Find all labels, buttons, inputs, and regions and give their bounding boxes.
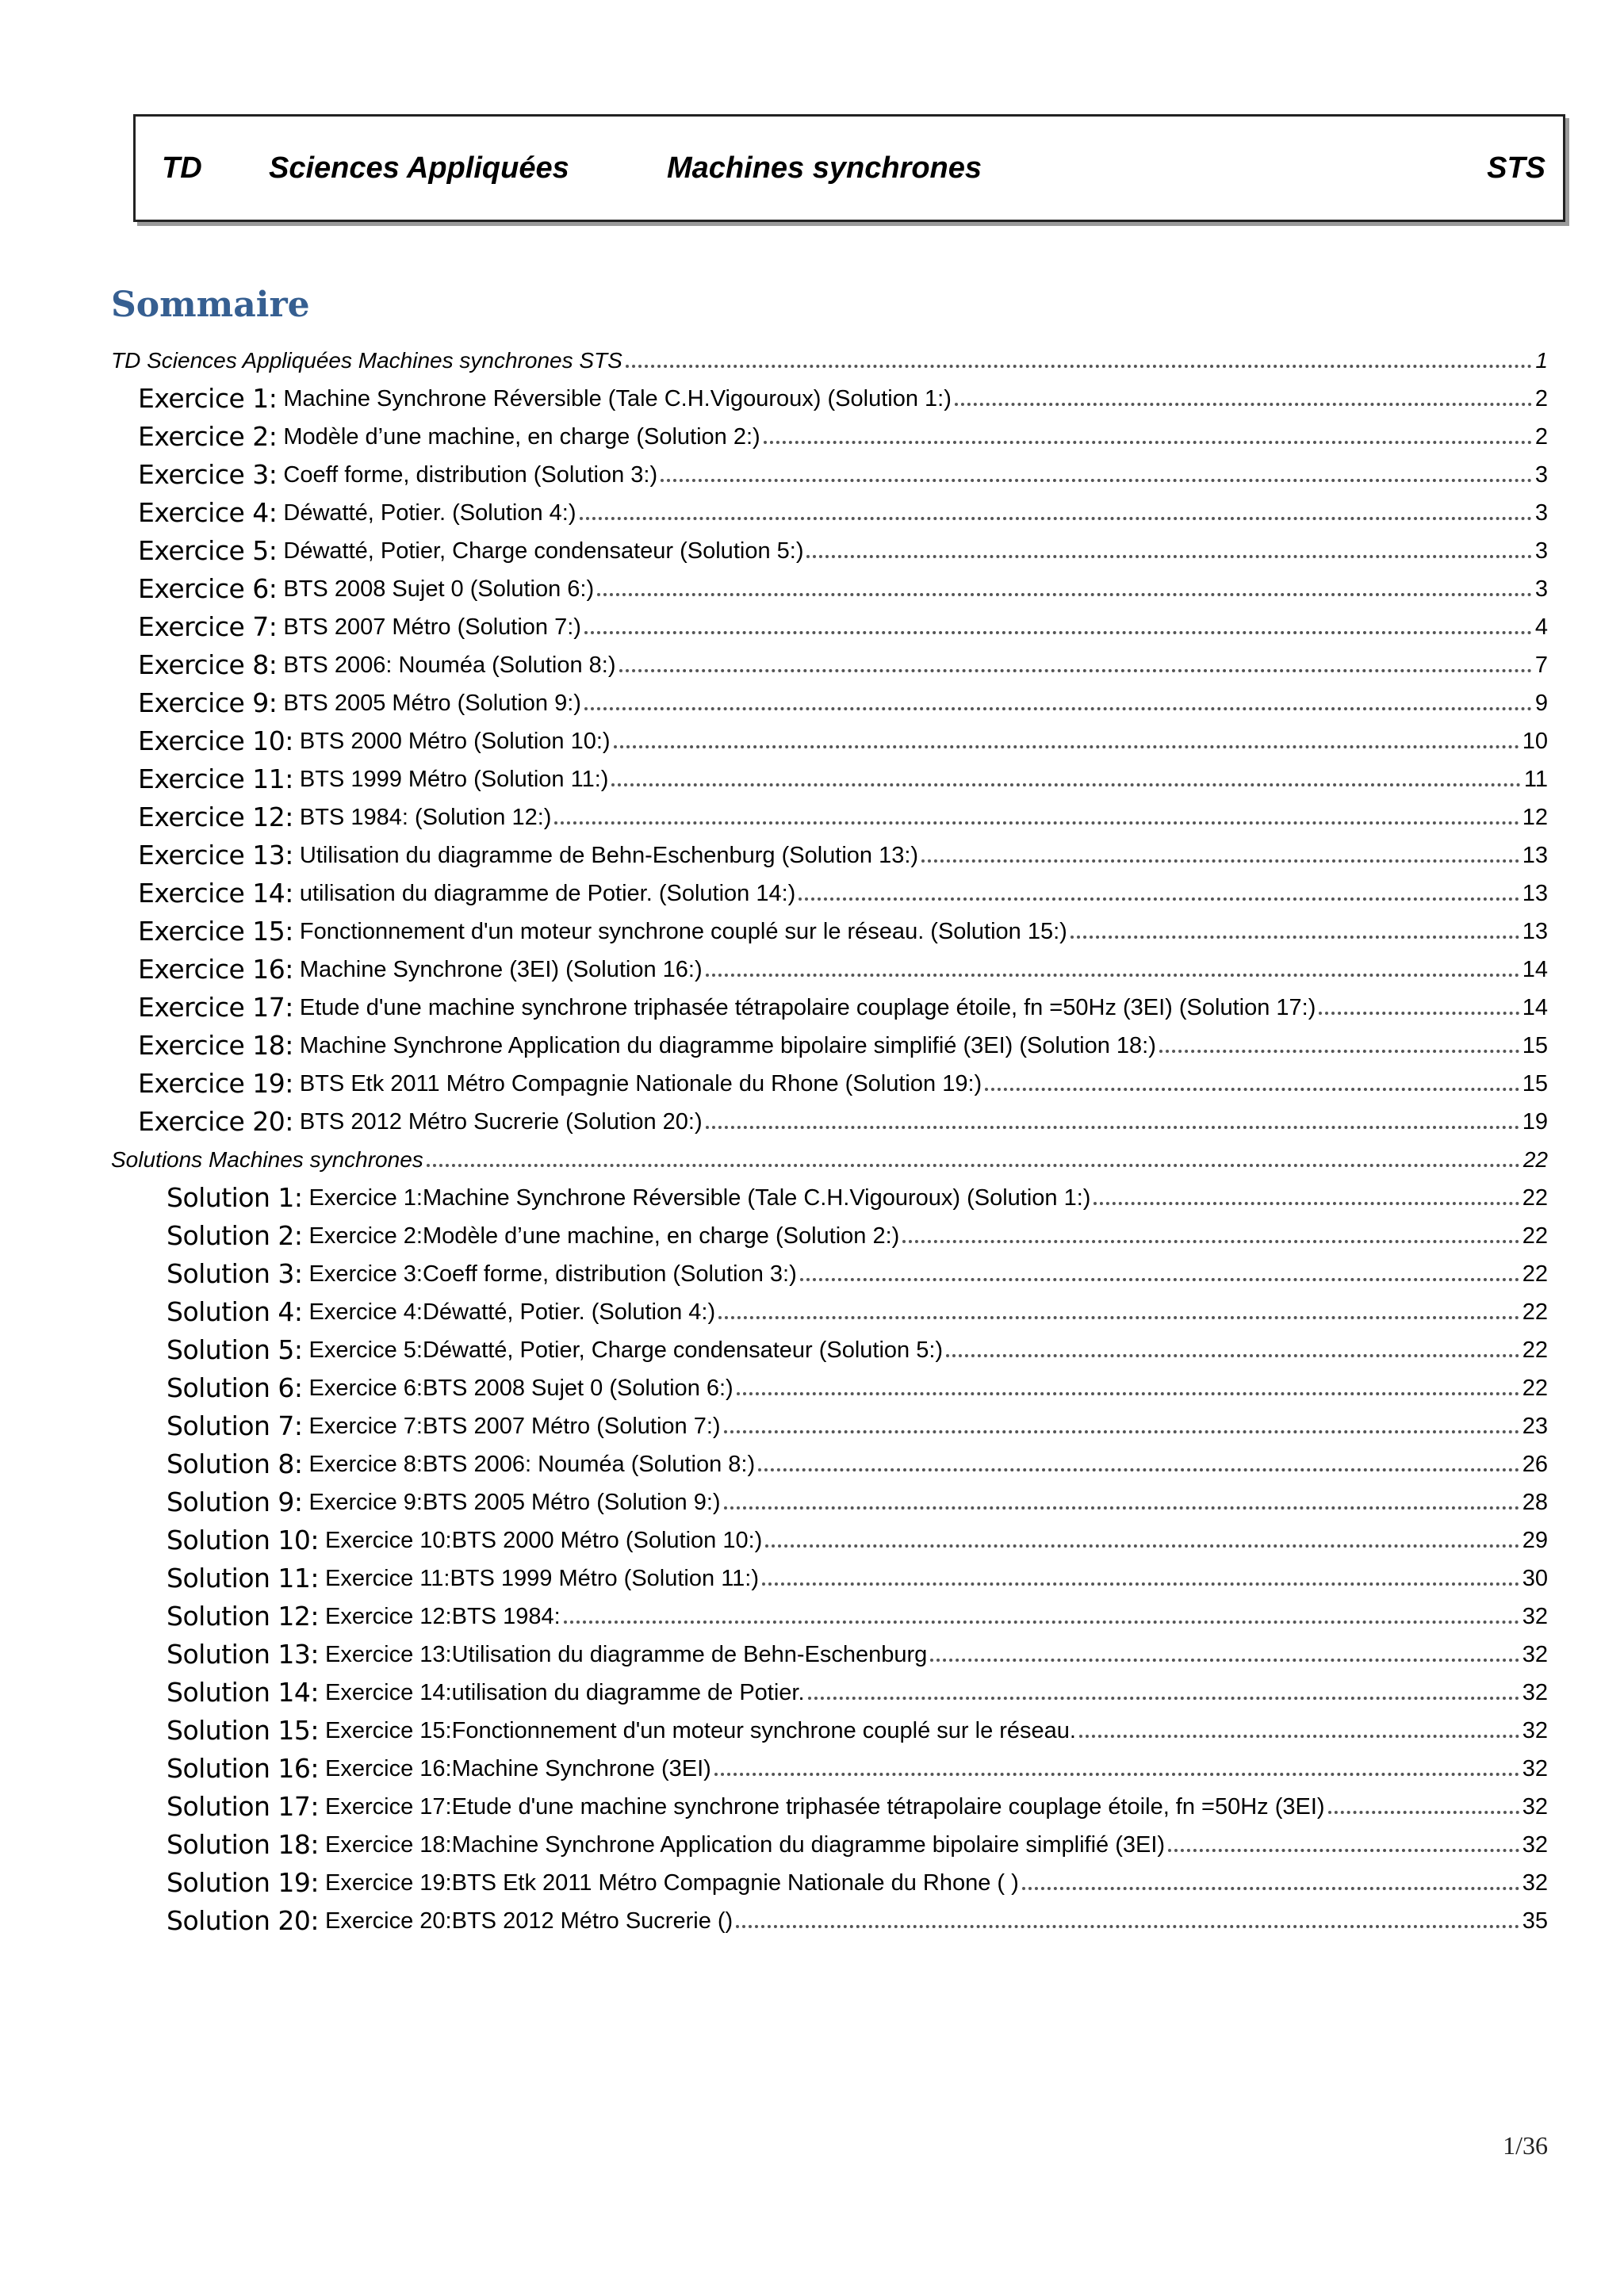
toc-entry-title: Utilisation du diagramme de Behn-Eschenburg (Solution 13:) <box>299 843 919 868</box>
toc-entry[interactable] <box>0 985 1624 1023</box>
toc-entry-page: 11 <box>1523 767 1548 792</box>
toc-entry-title: Exercice 6:BTS 2008 Sujet 0 (Solution 6:) <box>308 1376 733 1401</box>
toc-entry-title: BTS 1984: (Solution 12:) <box>299 805 552 830</box>
toc-entry-title: Déwatté, Potier, Charge condensateur (Solution 5:) <box>283 538 804 564</box>
toc-entry-label: Solution 16: <box>167 1753 320 1784</box>
toc-entry-page: 32 <box>1522 1756 1548 1781</box>
toc-entry-label: Exercice 16: <box>138 954 293 985</box>
toc-entry-title: BTS 2006: Nouméa (Solution 8:) <box>283 652 616 678</box>
toc-entry-label: Exercice 7: <box>138 611 278 642</box>
toc-dot-leader <box>724 1430 1519 1433</box>
toc-entry-page: 22 <box>1522 1261 1548 1287</box>
toc-dot-leader <box>584 707 1532 710</box>
header-td: TD <box>162 151 202 185</box>
toc-entry[interactable] <box>0 680 1624 718</box>
toc-entry-label: Solution 15: <box>167 1715 320 1746</box>
toc-entry-title: utilisation du diagramme de Potier. (Solution 14:) <box>299 881 796 906</box>
toc-entry-label: Solution 14: <box>167 1677 320 1708</box>
toc-dot-leader <box>1328 1811 1519 1814</box>
toc-entry-page: 19 <box>1522 1109 1548 1135</box>
toc-entry[interactable] <box>0 1708 1624 1746</box>
toc-entry-label: Solution 5: <box>167 1334 303 1365</box>
toc-entry-label: Exercice 4: <box>138 497 278 528</box>
toc-entry-page: 32 <box>1522 1832 1548 1858</box>
toc-entry[interactable] <box>0 1822 1624 1860</box>
toc-entry-page: 2 <box>1534 386 1548 411</box>
toc-dot-leader <box>1319 1012 1519 1015</box>
toc-entry-label: Solution 9: <box>167 1487 303 1517</box>
toc-entry-label: Exercice 10: <box>138 725 293 756</box>
toc-entry-label: Solution 1: <box>167 1182 303 1213</box>
toc-entry[interactable] <box>0 1860 1624 1898</box>
toc-entry-label: Solution 19: <box>167 1867 320 1898</box>
toc-entry[interactable] <box>0 376 1624 414</box>
toc-entry-title: Exercice 8:BTS 2006: Nouméa (Solution 8:) <box>308 1452 756 1477</box>
toc-entry[interactable] <box>0 452 1624 490</box>
toc-entry[interactable] <box>0 756 1624 794</box>
toc-entry-label: Solution 4: <box>167 1296 303 1327</box>
toc-dot-leader <box>580 517 1532 520</box>
toc-dot-leader <box>1159 1050 1519 1053</box>
toc-entry-page: 29 <box>1522 1528 1548 1553</box>
toc-entry[interactable] <box>0 566 1624 604</box>
toc-entry[interactable] <box>0 1746 1624 1784</box>
toc-dot-leader <box>1022 1887 1519 1890</box>
toc-entry-title: Exercice 1:Machine Synchrone Réversible (Tale C.H.Vigouroux) (Solution 1:) <box>308 1185 1091 1211</box>
toc-entry-title: Exercice 16:Machine Synchrone (3EI) <box>325 1756 711 1781</box>
toc-entry[interactable] <box>0 528 1624 566</box>
toc-entry-title: Exercice 15:Fonctionnement d'un moteur synchrone couplé sur le réseau. <box>325 1718 1076 1743</box>
toc-entry-page: 2 <box>1534 424 1548 450</box>
toc-entry-page: 3 <box>1534 576 1548 602</box>
toc-entry-label: Solution 2: <box>167 1220 303 1251</box>
toc-dot-leader <box>765 1544 1519 1548</box>
toc-entry[interactable] <box>0 490 1624 528</box>
toc-entry-title: Machine Synchrone Application du diagramme bipolaire simplifié (3EI) (Solution 18:) <box>299 1033 1156 1058</box>
toc-dot-leader <box>619 669 1532 672</box>
toc-entry-title: Exercice 17:Etude d'une machine synchrone triphasée tétrapolaire couplage étoile, fn =50Hz (3EI) <box>325 1794 1325 1820</box>
toc-entry[interactable] <box>0 1556 1624 1594</box>
toc-entry-title: Modèle d’une machine, en charge (Solution 2:) <box>283 424 760 450</box>
toc-entry[interactable] <box>0 1251 1624 1289</box>
toc-entry-page: 3 <box>1534 538 1548 564</box>
toc-entry-page: 15 <box>1522 1033 1548 1058</box>
toc-entry-title: Exercice 11:BTS 1999 Métro (Solution 11:) <box>325 1566 760 1591</box>
header-subject: Sciences Appliquées <box>269 151 569 185</box>
toc-entry[interactable] <box>0 718 1624 756</box>
toc-entry-title: Exercice 3:Coeff forme, distribution (Solution 3:) <box>308 1261 797 1287</box>
toc-entry-title: BTS Etk 2011 Métro Compagnie Nationale du Rhone (Solution 19:) <box>299 1071 982 1096</box>
toc-entry-page: 22 <box>1522 1147 1548 1172</box>
toc-entry-page: 22 <box>1522 1376 1548 1401</box>
toc-entry[interactable] <box>0 1441 1624 1479</box>
toc-entry-title: Exercice 7:BTS 2007 Métro (Solution 7:) <box>308 1414 721 1439</box>
toc-entry-page: 14 <box>1522 957 1548 982</box>
toc-dot-leader <box>736 1925 1519 1928</box>
toc-entry-page: 12 <box>1522 805 1548 830</box>
toc-dot-leader <box>611 783 1520 786</box>
toc-entry[interactable] <box>0 1099 1624 1137</box>
toc-dot-leader <box>1079 1735 1519 1738</box>
toc-dot-leader <box>946 1354 1519 1357</box>
toc-entry[interactable] <box>0 1479 1624 1517</box>
toc-dot-leader <box>718 1316 1519 1319</box>
toc-entry-label: Exercice 15: <box>138 916 293 947</box>
toc-entry-label: Solution 13: <box>167 1639 320 1670</box>
toc-entry[interactable] <box>0 642 1624 680</box>
toc-entry[interactable] <box>0 1175 1624 1213</box>
toc-entry[interactable] <box>0 338 1624 376</box>
toc-entry-label: Exercice 8: <box>138 649 278 680</box>
toc-entry-page: 3 <box>1534 500 1548 526</box>
toc-entry-label: Exercice 1: <box>138 383 278 414</box>
toc-entry-page: 13 <box>1522 881 1548 906</box>
toc-dot-leader <box>564 1621 1519 1624</box>
toc-dot-leader <box>661 479 1532 482</box>
toc-entry[interactable] <box>0 1403 1624 1441</box>
toc-dot-leader <box>762 1582 1519 1586</box>
toc-entry-title: Fonctionnement d'un moteur synchrone couplé sur le réseau. (Solution 15:) <box>299 919 1067 944</box>
toc-dot-leader <box>706 974 1519 977</box>
toc-entry-title: Solutions Machines synchrones <box>111 1147 423 1172</box>
toc-entry-label: Solution 12: <box>167 1601 320 1632</box>
toc-entry-label: Solution 10: <box>167 1525 320 1556</box>
toc-entry-label: Solution 8: <box>167 1448 303 1479</box>
toc-entry-page: 32 <box>1522 1604 1548 1629</box>
toc-entry-page: 22 <box>1522 1223 1548 1249</box>
toc-entry-title: BTS 2000 Métro (Solution 10:) <box>299 729 611 754</box>
toc-entry[interactable] <box>0 1023 1624 1061</box>
toc-entry-title: BTS 1999 Métro (Solution 11:) <box>299 767 609 792</box>
toc-entry-label: Solution 17: <box>167 1791 320 1822</box>
toc-entry-title: Exercice 4:Déwatté, Potier. (Solution 4:) <box>308 1299 716 1325</box>
toc-entry-page: 28 <box>1522 1490 1548 1515</box>
toc-dot-leader <box>724 1506 1519 1510</box>
toc-entry-page: 1 <box>1535 348 1548 373</box>
toc-dot-leader <box>930 1659 1519 1662</box>
toc-entry-title: Exercice 14:utilisation du diagramme de Potier. <box>325 1680 805 1705</box>
toc-entry-page: 26 <box>1522 1452 1548 1477</box>
toc-dot-leader <box>800 1278 1519 1281</box>
toc-entry-page: 4 <box>1534 614 1548 640</box>
toc-dot-leader <box>626 365 1533 368</box>
toc-entry-title: Exercice 5:Déwatté, Potier, Charge condensateur (Solution 5:) <box>308 1337 944 1363</box>
toc-dot-leader <box>737 1392 1519 1395</box>
toc-dot-leader <box>902 1240 1519 1243</box>
toc-entry-title: Exercice 13:Utilisation du diagramme de Behn-Eschenburg <box>325 1642 928 1667</box>
toc-entry[interactable] <box>0 1594 1624 1632</box>
toc-entry-title: Exercice 12:BTS 1984: <box>325 1604 561 1629</box>
toc-dot-leader <box>806 555 1531 558</box>
toc-entry-page: 32 <box>1522 1718 1548 1743</box>
toc-dot-leader <box>764 441 1532 444</box>
toc-dot-leader <box>584 631 1532 634</box>
toc-entry-label: Exercice 5: <box>138 535 278 566</box>
toc-entry[interactable] <box>0 794 1624 832</box>
toc-dot-leader <box>554 821 1519 825</box>
page-number: 1/36 <box>1503 2131 1548 2160</box>
toc-dot-leader <box>427 1164 1520 1167</box>
toc-dot-leader <box>1094 1202 1519 1205</box>
toc-entry[interactable] <box>0 871 1624 909</box>
toc-entry-label: Exercice 14: <box>138 878 293 909</box>
toc-entry-title: Déwatté, Potier. (Solution 4:) <box>283 500 576 526</box>
header-level: STS <box>1487 151 1545 185</box>
toc-entry-title: Machine Synchrone (3EI) (Solution 16:) <box>299 957 703 982</box>
toc-entry-label: Exercice 19: <box>138 1068 293 1099</box>
toc-entry-title: Machine Synchrone Réversible (Tale C.H.Vigouroux) (Solution 1:) <box>283 386 952 411</box>
toc-entry[interactable] <box>0 1289 1624 1327</box>
toc-entry-title: Etude d'une machine synchrone triphasée tétrapolaire couplage étoile, fn =50Hz (3EI) (Solution 17:) <box>299 995 1316 1020</box>
toc-dot-leader <box>808 1697 1519 1700</box>
toc-dot-leader <box>597 593 1532 596</box>
toc-entry[interactable] <box>0 1670 1624 1708</box>
toc-entry-page: 22 <box>1522 1185 1548 1211</box>
toc-entry[interactable] <box>0 1061 1624 1099</box>
toc-entry-label: Exercice 6: <box>138 573 278 604</box>
toc-entry-title: BTS 2005 Métro (Solution 9:) <box>283 691 581 716</box>
toc-entry[interactable] <box>0 1327 1624 1365</box>
toc-entry-title: Exercice 2:Modèle d’une machine, en charge (Solution 2:) <box>308 1223 900 1249</box>
toc-entry-title: BTS 2012 Métro Sucrerie (Solution 20:) <box>299 1109 703 1135</box>
toc-entry-title: Exercice 9:BTS 2005 Métro (Solution 9:) <box>308 1490 721 1515</box>
toc-entry-page: 32 <box>1522 1870 1548 1896</box>
toc-dot-leader <box>758 1468 1519 1471</box>
toc-entry-page: 13 <box>1522 919 1548 944</box>
toc-entry-page: 15 <box>1522 1071 1548 1096</box>
toc-entry-label: Exercice 11: <box>138 763 293 794</box>
toc-entry-page: 32 <box>1522 1794 1548 1820</box>
toc-entry[interactable] <box>0 1898 1624 1936</box>
toc-entry[interactable] <box>0 1784 1624 1822</box>
toc-entry-title: Exercice 10:BTS 2000 Métro (Solution 10:) <box>325 1528 763 1553</box>
toc-entry-page: 3 <box>1534 462 1548 488</box>
toc-entry-title: BTS 2008 Sujet 0 (Solution 6:) <box>283 576 595 602</box>
toc-entry-title: Exercice 18:Machine Synchrone Application du diagramme bipolaire simplifié (3EI) <box>325 1832 1166 1858</box>
toc-entry-label: Solution 3: <box>167 1258 303 1289</box>
toc-dot-leader <box>1071 936 1519 939</box>
toc-entry-label: Solution 20: <box>167 1905 320 1936</box>
toc-entry-page: 9 <box>1534 691 1548 716</box>
toc-entry[interactable] <box>0 832 1624 871</box>
toc-entry-title: Coeff forme, distribution (Solution 3:) <box>283 462 658 488</box>
toc-dot-leader <box>921 859 1519 863</box>
header-topic: Machines synchrones <box>667 151 982 185</box>
toc-entry[interactable] <box>0 414 1624 452</box>
toc-entry[interactable] <box>0 1365 1624 1403</box>
toc-dot-leader <box>1168 1849 1519 1852</box>
toc-title: Sommaire <box>111 285 310 325</box>
toc-entry-page: 22 <box>1522 1299 1548 1325</box>
toc-dot-leader <box>706 1126 1519 1129</box>
toc-entry-page: 7 <box>1534 652 1548 678</box>
toc-entry[interactable] <box>0 1517 1624 1556</box>
toc-entry[interactable] <box>0 1632 1624 1670</box>
toc-dot-leader <box>985 1088 1519 1091</box>
toc-entry-label: Exercice 12: <box>138 802 293 832</box>
toc-dot-leader <box>714 1773 1519 1776</box>
toc-entry-label: Exercice 9: <box>138 687 278 718</box>
toc-entry-page: 13 <box>1522 843 1548 868</box>
toc-entry[interactable] <box>0 604 1624 642</box>
toc-entry-page: 10 <box>1522 729 1548 754</box>
toc-entry-label: Solution 6: <box>167 1372 303 1403</box>
toc-entry[interactable] <box>0 909 1624 947</box>
toc-entry[interactable] <box>0 1137 1624 1175</box>
toc-entry-label: Exercice 17: <box>138 992 293 1023</box>
toc-entry-page: 35 <box>1522 1908 1548 1934</box>
toc-entry-label: Exercice 18: <box>138 1030 293 1061</box>
toc-entry-label: Solution 18: <box>167 1829 320 1860</box>
toc-entry[interactable] <box>0 1213 1624 1251</box>
toc-entry-label: Exercice 3: <box>138 459 278 490</box>
toc-entry-label: Exercice 13: <box>138 840 293 871</box>
toc-entry-title: TD Sciences Appliquées Machines synchrones STS <box>111 348 622 373</box>
toc-dot-leader <box>614 745 1519 748</box>
toc-entry-page: 14 <box>1522 995 1548 1020</box>
toc-dot-leader <box>799 897 1519 901</box>
toc-entry-title: Exercice 20:BTS 2012 Métro Sucrerie () <box>325 1908 733 1934</box>
toc-dot-leader <box>955 403 1532 406</box>
toc-entry-page: 32 <box>1522 1680 1548 1705</box>
toc-entry-page: 22 <box>1522 1337 1548 1363</box>
toc-entry-page: 32 <box>1522 1642 1548 1667</box>
toc-entry[interactable] <box>0 947 1624 985</box>
toc-entry-label: Exercice 20: <box>138 1106 293 1137</box>
toc-entry-title: Exercice 19:BTS Etk 2011 Métro Compagnie Nationale du Rhone ( ) <box>325 1870 1019 1896</box>
toc-entry-page: 30 <box>1522 1566 1548 1591</box>
toc-entry-title: BTS 2007 Métro (Solution 7:) <box>283 614 581 640</box>
toc-entry-label: Exercice 2: <box>138 421 278 452</box>
toc-entry-label: Solution 7: <box>167 1410 303 1441</box>
toc-entry-label: Solution 11: <box>167 1563 320 1594</box>
toc-entry-page: 23 <box>1522 1414 1548 1439</box>
